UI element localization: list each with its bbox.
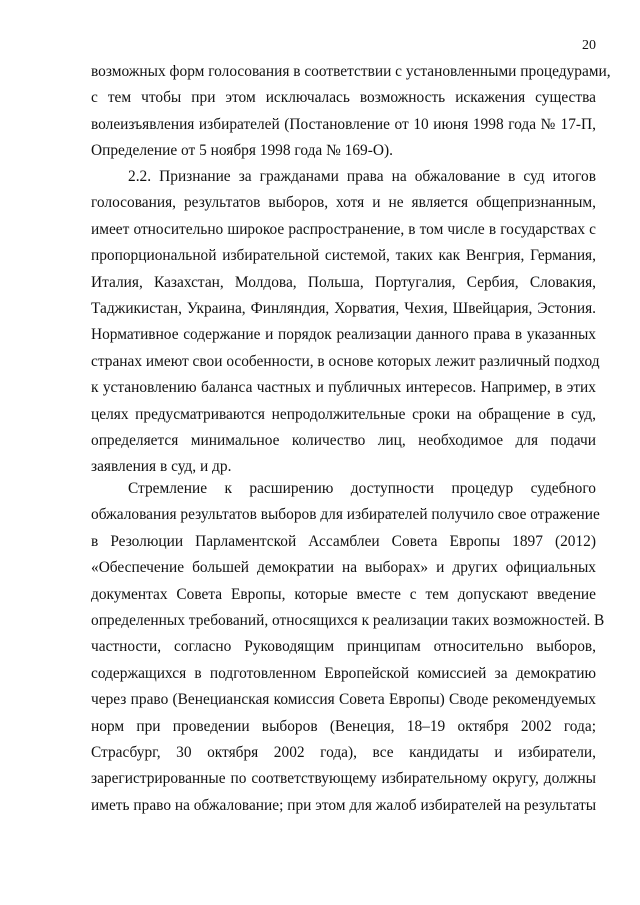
text-line: частности, согласно Руководящим принципам относительно выборов,: [91, 638, 596, 656]
text-line: Страсбург, 30 октября 2002 года), все кандидаты и избиратели,: [91, 743, 596, 761]
text-line: через право (Венецианская комиссия Совета Европы) Своде рекомендуемых: [91, 691, 596, 709]
paragraph-council-of-europe: [91, 476, 605, 819]
text-line: Нормативное содержание и порядок реализации данного права в указанных: [91, 326, 596, 344]
text-line: определяется минимальное количество лиц, необходимое для подачи: [91, 431, 596, 449]
text-line: голосования, результатов выборов, хотя и не является общепризнанным,: [91, 194, 596, 212]
text-line: иметь право на обжалование; при этом для жалоб избирателей на результаты: [91, 796, 597, 814]
text-line: норм при проведении выборов (Венеция, 18–19 октября 2002 года;: [91, 717, 596, 735]
text-line: Стремление к расширению доступности процедур судебного: [128, 480, 596, 497]
paragraph-voting-forms: [91, 59, 611, 165]
text-line: зарегистрированные по соответствующему избирательному округу, должны: [91, 770, 596, 788]
text-line: в Резолюции Парламентской Ассамблеи Совета Европы 1897 (2012): [91, 532, 596, 550]
text-line: Таджикистан, Украина, Финляндия, Хорватия, Чехия, Швейцария, Эстония.: [91, 299, 596, 317]
paragraph-section-2-2: [91, 164, 600, 481]
text-line: содержащихся в подготовленном Европейской комиссией за демократию: [91, 664, 596, 682]
text-line: странах имеют свои особенности, в основе которых лежит различный подход: [91, 352, 600, 370]
text-line: к установлению баланса частных и публичных интересов. Например, в этих: [91, 379, 596, 397]
text-line: обжалования результатов выборов для избирателей получило свое отражение: [91, 506, 600, 524]
text-line: с тем чтобы при этом исключалась возможность искажения существа: [91, 89, 596, 107]
text-line: документах Совета Европы, которые вместе с тем допускают введение: [91, 585, 596, 603]
text-line: целях предусматриваются непродолжительные сроки на обращение в суд,: [91, 405, 596, 423]
text-line: волеизъявления избирателей (Постановление от 10 июня 1998 года № 17-П,: [91, 115, 596, 133]
text-line: 2.2. Признание за гражданами права на обжалование в суд итогов: [128, 168, 596, 185]
text-line: Италия, Казахстан, Молдова, Польша, Португалия, Сербия, Словакия,: [91, 273, 596, 291]
text-line: имеет относительно широкое распространение, в том числе в государствах с: [91, 220, 596, 238]
text-line: «Обеспечение большей демократии на выборах» и других официальных: [91, 559, 596, 577]
page-number: 20: [582, 38, 596, 53]
text-line: возможных форм голосования в соответствии с установленными процедурами,: [91, 63, 611, 80]
text-line: заявления в суд, и др.: [91, 458, 232, 476]
text-line: пропорциональной избирательной системой, таких как Венгрия, Германия,: [91, 247, 596, 265]
text-line: определенных требований, относящихся к реализации таких возможностей. В: [91, 611, 605, 629]
text-line: Определение от 5 ноября 1998 года № 169-О).: [91, 142, 393, 160]
